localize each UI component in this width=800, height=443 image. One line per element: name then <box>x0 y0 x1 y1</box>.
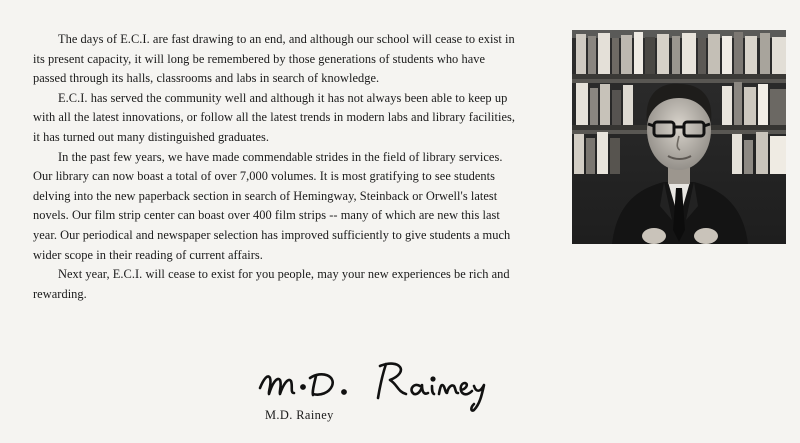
letter-paragraph-1: The days of E.C.I. are fast drawing to an end, and although our school will cease to exist in its present capacity, it will long be remembered by those generations of students who have passed through its halls, classrooms and labs in search of knowledge. <box>33 32 515 86</box>
portrait-photo <box>572 30 786 244</box>
letter-body <box>33 30 521 304</box>
letter-paragraph-4: Next year, E.C.I. will cease to exist for you people, may your new experiences be rich and rewarding. <box>33 267 510 301</box>
letter-paragraph-3: In the past few years, we have made commendable strides in the field of library services. Our library can now boast a total of over 7,000 volumes. It is most gratifying to see students delving into the new paperback section in search of Hemingway, Steinback or Orwell's latest novels. Our film strip center can boast over 400 film strips -- many of which are new this last year. Our periodical and newspaper selection has improved sufficiently to give students a much wider scope in their reading of current affairs. <box>33 149 511 262</box>
handwritten-signature <box>252 352 502 414</box>
letter-paragraph-2: E.C.I. has served the community well and although it has not always been able to keep up with all the latest innovations, or follow all the latest trends in modern labs and library facilities, it has turned out many distinguished graduates. <box>33 90 516 144</box>
printed-signature-name: M.D. Rainey <box>265 408 334 422</box>
